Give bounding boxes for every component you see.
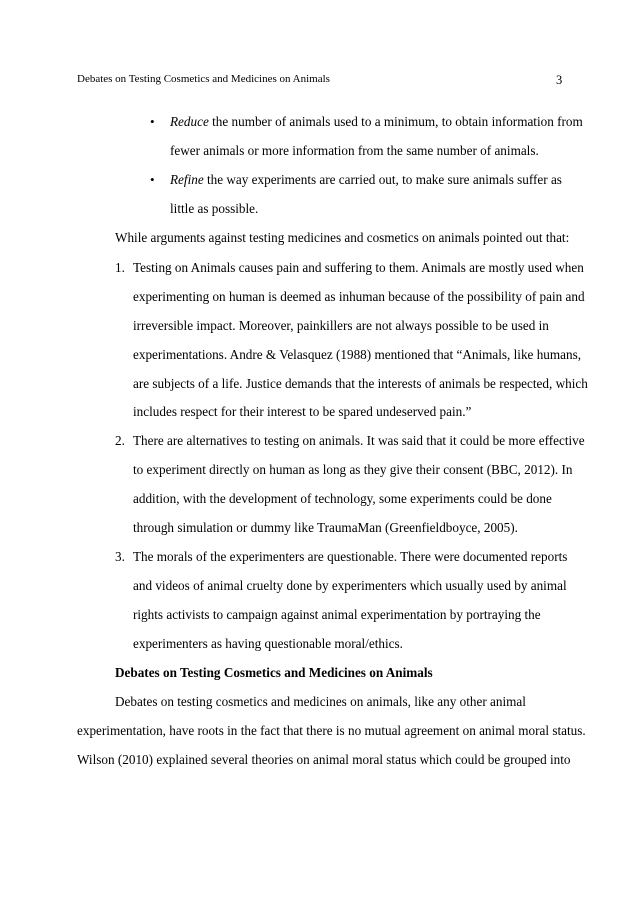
- list-item-line: and videos of animal cruelty done by experimenters which usually used by animal: [133, 578, 567, 593]
- intro-line: While arguments against testing medicines and cosmetics on animals pointed out that:: [115, 230, 570, 245]
- list-number: 2.: [115, 433, 125, 448]
- list-item-line: includes respect for their interest to be spared undeserved pain.”: [133, 404, 472, 419]
- list-number: 1.: [115, 260, 125, 275]
- list-item-line: experimentations. Andre & Velasquez (1988) mentioned that “Animals, like humans,: [133, 347, 582, 362]
- running-header-title: Debates on Testing Cosmetics and Medicines on Animals: [77, 73, 330, 85]
- list-item-line: addition, with the development of technology, some experiments could be done: [133, 491, 552, 506]
- list-item-line: The morals of the experimenters are questionable. There were documented reports: [133, 549, 568, 564]
- paragraph-line: experimentation, have roots in the fact that there is no mutual agreement on animal moral status.: [77, 723, 586, 738]
- bullet-line: little as possible.: [170, 201, 259, 216]
- bullet-line: [170, 114, 583, 130]
- list-item-line: rights activists to campaign against animal experimentation by portraying the: [133, 607, 541, 622]
- bullet-text: the way experiments are carried out, to make sure animals suffer as: [203, 172, 562, 187]
- list-number: 3.: [115, 549, 125, 564]
- list-item-line: irreversible impact. Moreover, painkillers are not always possible to be used in: [133, 318, 549, 333]
- list-item-line: through simulation or dummy like TraumaMan (Greenfieldboyce, 2005).: [133, 520, 518, 535]
- list-item-line: are subjects of a life. Justice demands that the interests of animals be respected, which: [133, 376, 588, 391]
- bullet-marker: •: [150, 114, 155, 129]
- bullet-lead-term: Refine: [170, 172, 204, 187]
- section-heading: Debates on Testing Cosmetics and Medicines on Animals: [115, 665, 433, 680]
- bullet-text: the number of animals used to a minimum, to obtain information from: [208, 114, 583, 129]
- list-item-line: Testing on Animals causes pain and suffering to them. Animals are mostly used when: [133, 260, 584, 275]
- bullet-lead-term: Reduce: [170, 114, 209, 129]
- list-item-line: experimenters as having questionable moral/ethics.: [133, 636, 403, 651]
- page-number: 3: [556, 73, 563, 87]
- bullet-marker: •: [150, 172, 155, 187]
- list-item-line: experimenting on human is deemed as inhuman because of the possibility of pain and: [133, 289, 585, 304]
- paragraph-line: Debates on testing cosmetics and medicines on animals, like any other animal: [115, 694, 526, 709]
- paragraph-line: Wilson (2010) explained several theories on animal moral status which could be grouped into: [77, 752, 571, 767]
- bullet-line: fewer animals or more information from the same number of animals.: [170, 143, 539, 158]
- bullet-line: [170, 172, 562, 188]
- list-item-line: There are alternatives to testing on animals. It was said that it could be more effective: [133, 433, 585, 448]
- list-item-line: to experiment directly on human as long as they give their consent (BBC, 2012). In: [133, 462, 573, 477]
